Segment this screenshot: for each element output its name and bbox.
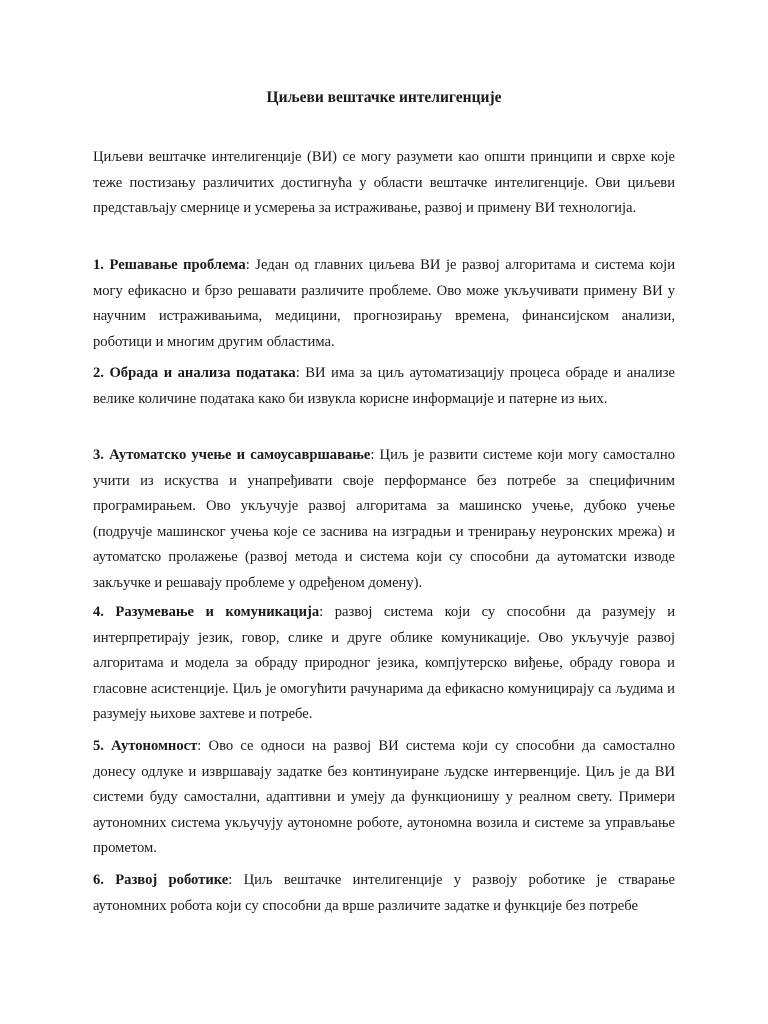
section-heading: 3. Аутоматско учење и самоусавршавање (93, 447, 371, 463)
section-text: : Један од главних циљева ВИ је развој алгоритама и система који могу ефикасно и брзо решавати различите проблеме. Ово може укључивати примену ВИ у научним истраживањима, медицини, прогнозирању времена, финансијском анализи, роботици и многим другим областима. (93, 257, 675, 350)
section-text: : ВИ има за циљ аутоматизацију процеса обраде и анализе велике количине података како би извукла корисне информације и патерне из њих. (93, 365, 675, 407)
section-paragraph (93, 253, 675, 355)
page-title: Циљеви вештачке интелигенције (266, 89, 502, 106)
section-paragraph (93, 600, 675, 728)
section-heading: 1. Решавање проблема (93, 257, 246, 273)
section-paragraph (93, 868, 675, 919)
section-text: : Циљ је развити системе који могу самостално учити из искуства и унапређивати своје перформансе без потребе за специфичним програмирањем. Ово укључује развој алгоритама за машинско учење, дубоко учење (подручје машинског учења које се заснива на изградњи и тренирању неуронских мрежа) и аутоматско пролажење (развој метода и система који су способни да аутоматски изводе закључке и решавају проблеме у одређеном домену). (93, 447, 675, 591)
section-heading: 5. Аутономност (93, 738, 198, 754)
section-heading: 2. Обрада и анализа података (93, 365, 296, 381)
section-paragraph (93, 734, 675, 862)
section-paragraph (93, 361, 675, 412)
section-text: : развој система који су способни да разумеју и интерпретирају језик, говор, слике и друге облике комуникације. Ово укључује развој алгоритама и модела за обраду природног језика, компјутерско виђење, обраду говора и гласовне асистенције. Циљ је омогућити рачунарима да ефикасно комуницирају са људима и разумеју њихове захтеве и потребе. (93, 604, 676, 723)
section-heading: 6. Развој роботике (93, 872, 229, 888)
section-text: : Ово се односи на развој ВИ система који су способни да самостално донесу одлуке и извршавају задатке без континуиране људске интервенције. Циљ је да ВИ системи буду самостални, адаптивни и умеју да функционишу у реалном свету. Примери аутономних система укључују аутономне роботе, аутономна возила и системе за управљање прометом. (93, 738, 675, 857)
section-text: : Циљ вештачке интелигенције у развоју роботике је стварање аутономних робота који су способни да врше различите задатке и функције без потребе (93, 872, 675, 914)
section-heading: 4. Разумевање и комуникација (93, 604, 320, 620)
intro-paragraph: Циљеви вештачке интелигенције (ВИ) се могу разумети као општи принципи и сврхе које теже постизању различитих достигнућа у области вештачке интелигенције. Ови циљеви представљају смернице и усмерења за истраживање, развој и примену ВИ технологија. (93, 149, 675, 217)
section-paragraph (93, 443, 675, 597)
